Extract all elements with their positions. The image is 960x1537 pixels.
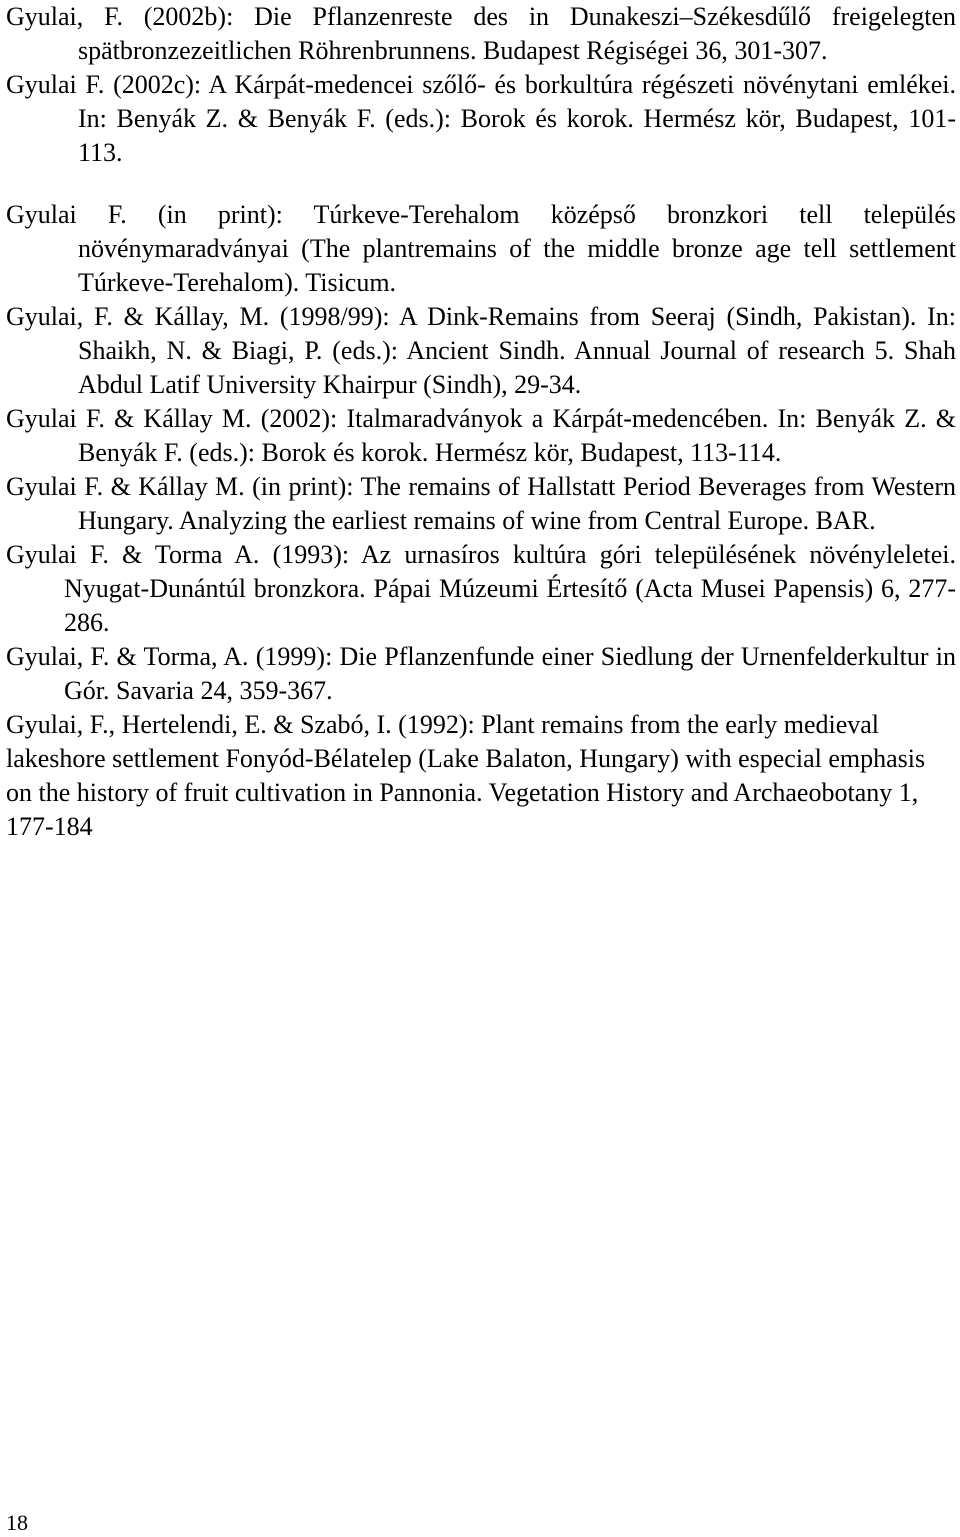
reference-entry: Gyulai, F. & Kállay, M. (1998/99): A Dink-Remains from Seeraj (Sindh, Pakistan). In: Shaikh, N. & Biagi, P. (eds.): Ancient Sindh. Annual Journal of research 5. Shah Abdul Latif University Khairpur (Sindh), 29-34. [6,302,956,399]
reference-entry: Gyulai F. & Kállay M. (in print): The remains of Hallstatt Period Beverages from Western Hungary. Analyzing the earliest remains of wine from Central Europe. BAR. [6,472,956,535]
reference-entry: Gyulai, F. (2002b): Die Pflanzenreste des in Dunakeszi–Székesdűlő freigelegten spätbronzezeitlichen Röhrenbrunnens. Budapest Régiségei 36, 301-307. [6,2,956,65]
reference-entry: Gyulai F. (in print): Túrkeve-Terehalom középső bronzkori tell település növénymaradványai (The plantremains of the middle bronze age tell settlement Túrkeve-Terehalom). Tisicum. [6,200,956,297]
reference-entry: Gyulai, F. & Torma, A. (1999): Die Pflanzenfunde einer Siedlung der Urnenfelderkultur in Gór. Savaria 24, 359-367. [6,642,956,705]
reference-entry: Gyulai F. (2002c): A Kárpát-medencei szőlő- és borkultúra régészeti növénytani emlékei. In: Benyák Z. & Benyák F. (eds.): Borok és korok. Hermész kör, Budapest, 101-113. [6,70,956,167]
reference-entry: Gyulai F. & Torma A. (1993): Az urnasíros kultúra góri településének növényleletei. Nyugat-Dunántúl bronzkora. Pápai Múzeumi Értesítő (Acta Musei Papensis) 6, 277-286. [6,540,956,637]
page-number: 18 [6,1510,28,1535]
reference-entry: Gyulai F. & Kállay M. (2002): Italmaradványok a Kárpát-medencében. In: Benyák Z. & Benyák F. (eds.): Borok és korok. Hermész kör, Budapest, 113-114. [6,404,956,467]
reference-entry: Gyulai, F., Hertelendi, E. & Szabó, I. (1992): Plant remains from the early medieval lakeshore settlement Fonyód-Bélatelep (Lake Balaton, Hungary) with especial emphasis on the history of fruit cultivation in Pannonia. Vegetation History and Archaeobotany 1, 177-184 [6,710,926,841]
reference-list [6,0,956,844]
